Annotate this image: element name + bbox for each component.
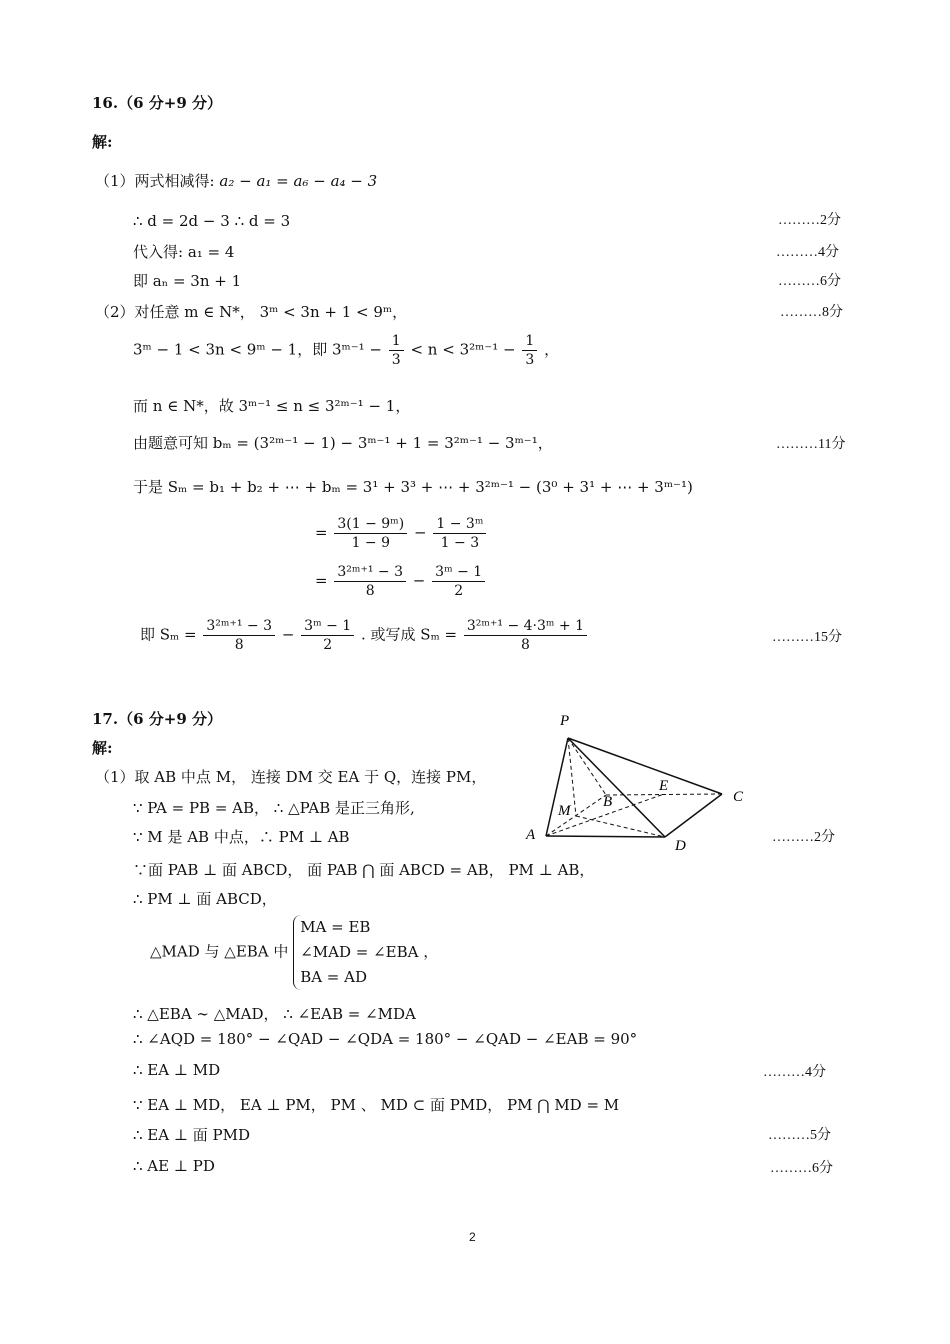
q17-line-2: ∵ PA = PB = AB， ∴ △PAB 是正三角形, — [133, 799, 415, 817]
q16-frac-2: $\frac{\text{1 − 3ᵐ}}{1 - 3}$ — [433, 515, 486, 552]
q16-score-11: ………11分 — [776, 437, 846, 452]
q16-score-2: ………2分 — [778, 213, 841, 228]
label-e: E — [659, 778, 669, 794]
q16-ineq-part-c: ， — [544, 340, 560, 359]
q17-line-7: ∴ △EBA ∼ △MAD， ∴ ∠EAB = ∠MDA — [133, 1005, 416, 1023]
q16-sum-step1: = $\frac{\text{3(1 − 9ᵐ)}}{1 - 9}$ − $\frac{\text{1 − 3ᵐ}}{1 - 3}$ — [315, 515, 488, 552]
edge-pd — [568, 738, 665, 837]
q17-line-4: ∵面 PAB ⊥ 面 ABCD， 面 PAB ⋂ 面 ABCD = AB， PM ⊥ AB， — [133, 861, 595, 879]
label-p: P — [560, 713, 570, 729]
q16-ineq-part-b: < n < 3²ᵐ⁻¹ − — [410, 340, 516, 359]
q17-score-6: ………6分 — [770, 1161, 833, 1176]
q17-score-4: ………4分 — [763, 1065, 826, 1080]
segment-md — [576, 816, 665, 837]
q17-condition-brace: MA = EB ∠MAD = ∠EBA BA = AD — [293, 915, 418, 990]
q17-heading: 17.（6 分+9 分） — [92, 710, 222, 728]
q17-line-5: ∴ PM ⊥ 面 ABCD， — [133, 890, 277, 908]
edge-pa — [546, 738, 568, 836]
pyramid-figure — [520, 706, 760, 856]
q16-part1-label: （1）两式相减得: — [95, 172, 215, 190]
q16-part2-line: （2）对任意 m ∈ N*， 3ᵐ < 3n + 1 < 9ᵐ， — [95, 303, 408, 321]
q17-line-11: ∴ EA ⊥ 面 PMD — [133, 1126, 250, 1144]
q16-sum-step2: = $\frac{\text{3²ᵐ⁺¹ − 3}}{8}$ − $\frac{\text{3ᵐ − 1}}{2}$ — [315, 563, 487, 600]
q16-frac-7: $\frac{\text{3²ᵐ⁺¹ − 4·3ᵐ + 1}}{8}$ — [464, 617, 587, 654]
label-d: D — [675, 838, 686, 854]
edge-ab — [546, 795, 606, 836]
q16-line-an: 即 aₙ = 3n + 1 — [133, 272, 242, 290]
q17-line-12: ∴ AE ⊥ PD — [133, 1157, 215, 1175]
q17-similar-triangles: △MAD 与 △EBA 中 MA = EB ∠MAD = ∠EBA BA = AD ， — [150, 915, 438, 990]
edge-pc — [568, 738, 722, 794]
q16-line-bm: 由题意可知 bₘ = (3²ᵐ⁻¹ − 1) − 3ᵐ⁻¹ + 1 = 3²ᵐ⁻¹ − 3ᵐ⁻¹， — [133, 434, 553, 452]
q17-line-1: （1）取 AB 中点 M， 连接 DM 交 EA 于 Q，连接 PM， — [95, 768, 487, 786]
q16-frac-5: $\frac{\text{3²ᵐ⁺¹ − 3}}{8}$ — [203, 617, 275, 654]
q16-line-n-range: 而 n ∈ N*，故 3ᵐ⁻¹ ≤ n ≤ 3²ᵐ⁻¹ − 1， — [133, 397, 411, 415]
q16-frac-1: $\frac{\text{3(1 − 9ᵐ)}}{1 - 9}$ — [334, 515, 407, 552]
label-a: A — [526, 827, 536, 843]
q16-part1-line — [95, 170, 377, 191]
q16-heading: 16.（6 分+9 分） — [92, 94, 222, 112]
q16-score-6: ………6分 — [778, 274, 841, 289]
label-m: M — [558, 803, 571, 819]
q17-score-2: ………2分 — [772, 830, 835, 845]
q16-inequality-line — [133, 332, 559, 369]
label-c: C — [733, 789, 744, 805]
q16-score-4: ………4分 — [776, 245, 839, 260]
q17-line-3: ∵ M 是 AB 中点，∴ PM ⊥ AB — [133, 828, 350, 846]
edge-pb — [568, 738, 606, 795]
q17-solution-label: 解: — [92, 739, 113, 757]
q16-frac-3: $\frac{\text{3²ᵐ⁺¹ − 3}}{8}$ — [334, 563, 406, 600]
q17-line-8: ∴ ∠AQD = 180° − ∠QAD − ∠QDA = 180° − ∠QAD − ∠EAB = 90° — [133, 1030, 638, 1048]
q16-ineq-part-a: 3ᵐ − 1 < 3n < 9ᵐ − 1，即 3ᵐ⁻¹ − — [133, 340, 382, 359]
q16-frac-one-third-b: $\frac{1}{3}$ — [522, 332, 537, 369]
label-b: B — [603, 794, 613, 810]
q17-similar-prefix: △MAD 与 △EBA 中 — [150, 942, 289, 961]
q16-line-sm: 于是 Sₘ = b₁ + b₂ + ⋯ + bₘ = 3¹ + 3³ + ⋯ + 3²ᵐ⁻¹ − (3⁰ + 3¹ + ⋯ + 3ᵐ⁻¹) — [133, 478, 693, 496]
q17-score-5: ………5分 — [768, 1128, 831, 1143]
q16-frac-6: $\frac{\text{3ᵐ − 1}}{2}$ — [301, 617, 354, 654]
q16-line-d: ∴ d = 2d − 3 ∴ d = 3 — [133, 212, 291, 230]
q16-final-result: 即 Sₘ = $\frac{\text{3²ᵐ⁺¹ − 3}}{8}$ − $\frac{\text{3ᵐ − 1}}{2}$ . 或写成 Sₘ = $\frac{\text{3²ᵐ⁺¹ − 4·3ᵐ + 1}}{8}$ — [140, 617, 589, 654]
q16-solution-label: 解: — [92, 133, 113, 151]
q16-frac-4: $\frac{\text{3ᵐ − 1}}{2}$ — [432, 563, 485, 600]
q16-score-8: ………8分 — [780, 305, 843, 320]
q16-frac-one-third-a: $\frac{1}{3}$ — [389, 332, 404, 369]
q16-part1-equation: a₂ − a₁ = a₆ − a₄ − 3 — [219, 172, 378, 190]
q17-line-10: ∵ EA ⊥ MD， EA ⊥ PM， PM 、 MD ⊂ 面 PMD， PM ⋂ MD = M — [133, 1096, 620, 1114]
page-number: 2 — [469, 1230, 476, 1244]
edge-dc — [665, 794, 722, 837]
edge-ad — [546, 836, 665, 837]
q17-line-9: ∴ EA ⊥ MD — [133, 1061, 221, 1079]
q16-line-a1: 代入得: a₁ = 4 — [133, 243, 235, 261]
q16-score-15: ………15分 — [772, 630, 842, 645]
